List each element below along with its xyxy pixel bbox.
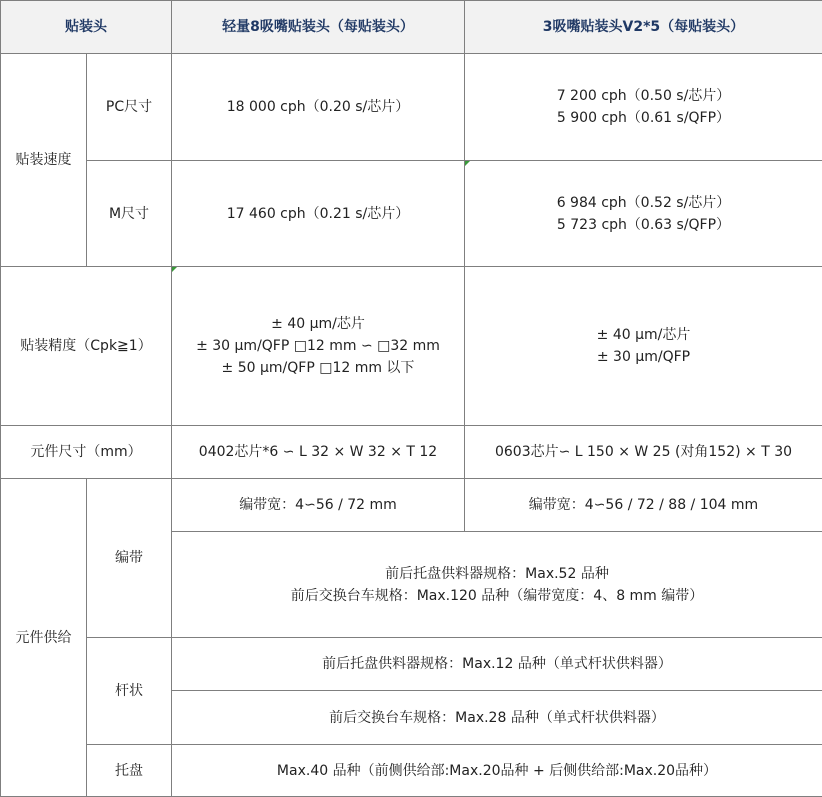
- speed-m-v2: [465, 161, 822, 267]
- accuracy-v2-line1: ± 40 μm/芯片: [469, 324, 818, 346]
- accuracy-light: [172, 267, 465, 426]
- supply-tape-line1: 前后托盘供料器规格：Max.52 品种: [176, 563, 818, 585]
- supply-stick-line2: 前后交换台车规格：Max.28 品种（单式杆状供料器）: [172, 691, 822, 745]
- table-row: [1, 426, 822, 479]
- supply-tray-value: Max.40 品种（前侧供给部:Max.20品种 + 后侧供给部:Max.20品种）: [172, 745, 822, 797]
- table-row: [1, 161, 822, 267]
- speed-m-light: 17 460 cph（0.21 s/芯片）: [172, 161, 465, 267]
- speed-pc-label: PC尺寸: [87, 54, 172, 161]
- table-row: [1, 479, 822, 532]
- size-v2: 0603芯片∽ L 150 × W 25 (对角152) × T 30: [465, 426, 822, 479]
- accuracy-label: 贴装精度（Cpk≧1）: [1, 267, 172, 426]
- accuracy-v2: [465, 267, 822, 426]
- speed-label: 贴装速度: [1, 54, 87, 267]
- speed-pc-light: 18 000 cph（0.20 s/芯片）: [172, 54, 465, 161]
- table-row: [1, 267, 822, 426]
- speed-pc-v2: [465, 54, 822, 161]
- size-label: 元件尺寸（mm）: [1, 426, 172, 479]
- supply-tape-line2: 前后交换台车规格：Max.120 品种（编带宽度：4、8 mm 编带）: [176, 585, 818, 607]
- supply-stick-label: 杆状: [87, 638, 172, 745]
- accuracy-light-line1: ± 40 μm/芯片: [176, 313, 460, 335]
- header-placement-head: 贴装头: [1, 1, 172, 54]
- table-row: [1, 54, 822, 161]
- table-row: [1, 745, 822, 797]
- speed-m-v2-line1: 6 984 cph（0.52 s/芯片）: [469, 192, 818, 214]
- speed-pc-v2-line1: 7 200 cph（0.50 s/芯片）: [469, 85, 818, 107]
- accuracy-light-line2: ± 30 μm/QFP □12 mm ∽ □32 mm: [176, 335, 460, 357]
- supply-label: 元件供给: [1, 479, 87, 797]
- speed-pc-v2-line2: 5 900 cph（0.61 s/QFP）: [469, 107, 818, 129]
- size-light: 0402芯片*6 ∽ L 32 × W 32 × T 12: [172, 426, 465, 479]
- header-row: [1, 1, 822, 54]
- supply-tape-v2-width: 编带宽：4∽56 / 72 / 88 / 104 mm: [465, 479, 822, 532]
- supply-tray-label: 托盘: [87, 745, 172, 797]
- accuracy-light-line3: ± 50 μm/QFP □12 mm 以下: [176, 357, 460, 379]
- supply-stick-line1: 前后托盘供料器规格：Max.12 品种（单式杆状供料器）: [172, 638, 822, 691]
- table-row: [1, 638, 822, 691]
- header-3-nozzle-v2: 3吸嘴贴装头V2*5（每贴装头）: [465, 1, 822, 54]
- supply-tape-label: 编带: [87, 479, 172, 638]
- supply-tape-spec: [172, 532, 822, 638]
- supply-tape-light-width: 编带宽：4∽56 / 72 mm: [172, 479, 465, 532]
- header-light-8-nozzle: 轻量8吸嘴贴装头（每贴装头）: [172, 1, 465, 54]
- accuracy-v2-line2: ± 30 μm/QFP: [469, 346, 818, 368]
- speed-m-label: M尺寸: [87, 161, 172, 267]
- speed-m-v2-line2: 5 723 cph（0.63 s/QFP）: [469, 214, 818, 236]
